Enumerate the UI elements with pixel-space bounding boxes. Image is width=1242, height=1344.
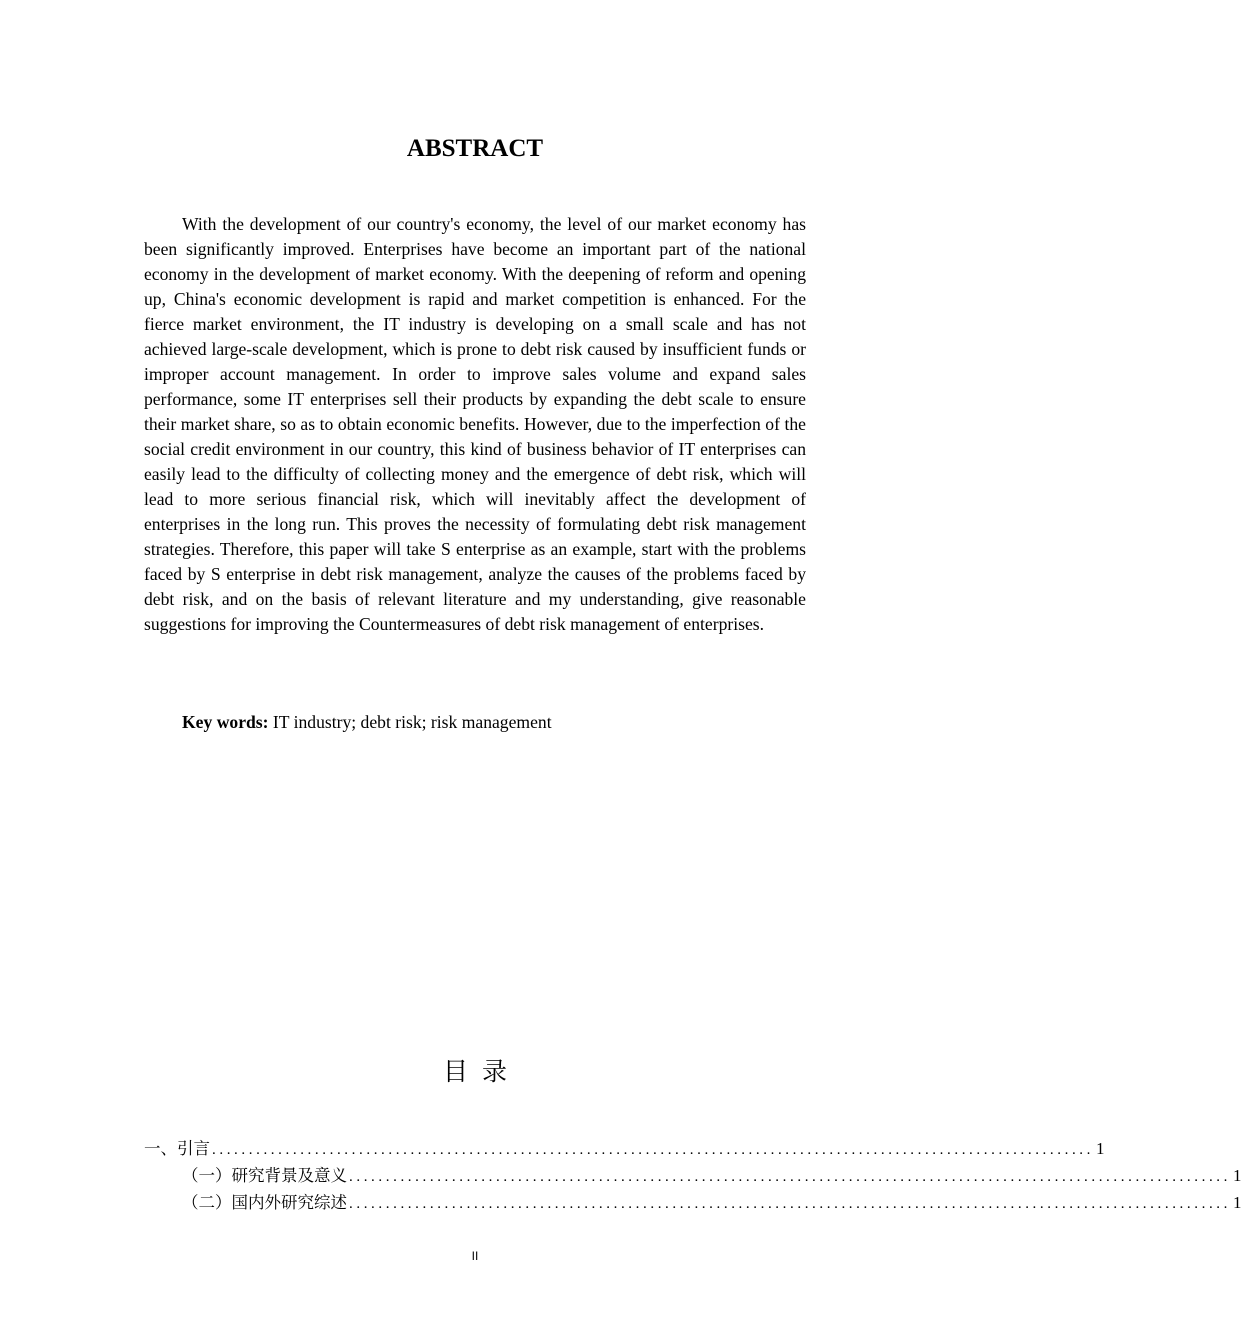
abstract-body: With the development of our country's economy, the level of our market economy has been significantly improved. Enterprises have become an important part of the national economy in the development of market economy. With the deepening of reform and opening up, China's economic development is rapid and market competition is enhanced. For the fierce market environment, the IT industry is developing on a small scale and has not achieved large-scale development, which is prone to debt risk caused by insufficient funds or improper account management. In order to improve sales volume and expand sales performance, some IT enterprises sell their products by expanding the debt scale to ensure their market share, so as to obtain economic benefits. However, due to the imperfection of the social credit environment in our country, this kind of business behavior of IT enterprises can easily lead to the difficulty of collecting money and the emergence of debt risk, which will lead to more serious financial risk, which will inevitably affect the development of enterprises in the long run. This proves the necessity of formulating debt risk management strategies. Therefore, this paper will take S enterprise as an example, start with the problems faced by S enterprise in debt risk management, analyze the causes of the problems faced by debt risk, and on the basis of relevant literature and my understanding, give reasonable suggestions for improving the Countermeasures of debt risk management of enterprises. [144,214,806,634]
page-number: II [471,1249,479,1263]
toc-leader-dots: ........................................................................................................................ [212,1142,1094,1158]
keywords [182,710,802,735]
toc-entry[interactable] [144,1136,1105,1163]
toc-entry-title: （二）国内外研究综述 [182,1193,347,1212]
toc-leader-dots: ........................................................................................................................ [349,1169,1231,1185]
abstract-title: ABSTRACT [406,135,544,162]
keywords-label: Key words: [182,712,269,732]
toc-entry-page: 1 [1233,1193,1242,1212]
toc-leader-dots: ........................................................................................................................ [349,1196,1231,1212]
toc-entry-page: 1 [1233,1166,1242,1185]
toc-entry-title: （一）研究背景及意义 [182,1166,347,1185]
toc-title: 目录 [442,1057,521,1086]
keywords-text: IT industry; debt risk; risk management [272,712,552,732]
toc-entry[interactable] [144,1163,1242,1190]
toc-entry-page: 1 [1096,1139,1105,1158]
toc-entry-title: 一、引言 [144,1139,210,1158]
table-of-contents [144,1136,1242,1217]
toc-entry[interactable] [144,1190,1242,1217]
